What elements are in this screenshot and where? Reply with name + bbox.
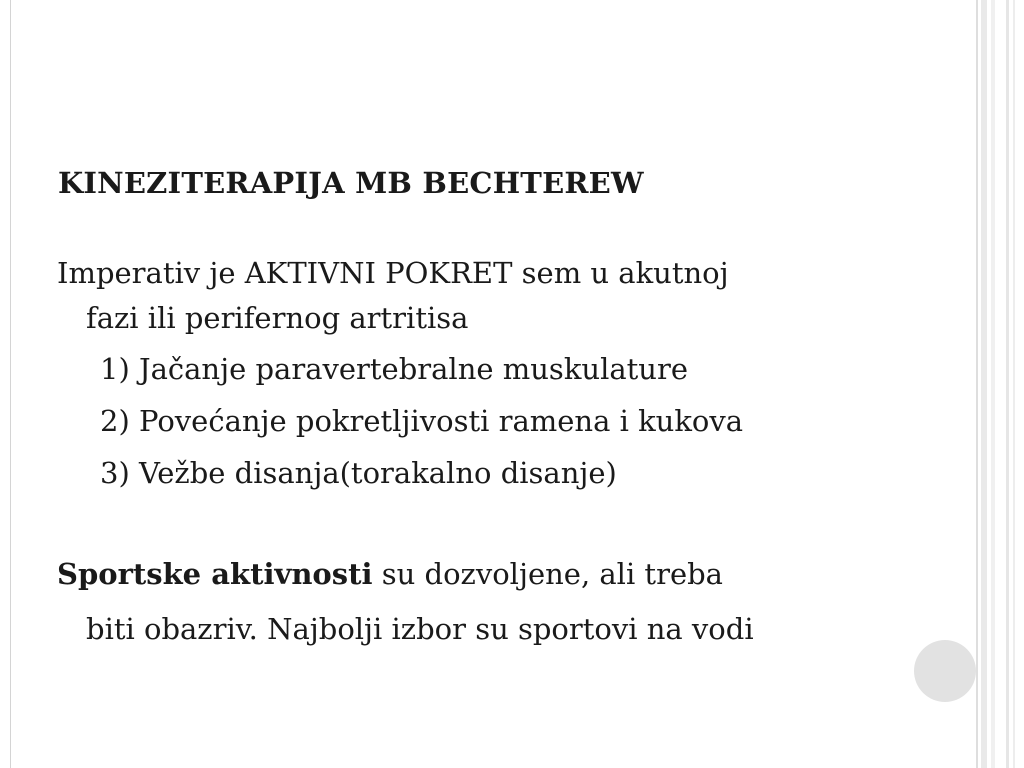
- decorative-circle: [914, 640, 976, 702]
- left-border-line: [10, 0, 11, 768]
- list-item: 2) Povećanje pokretljivosti ramena i kukova: [100, 404, 744, 438]
- list-item: 1) Jačanje paravertebralne muskulature: [100, 352, 688, 386]
- right-decor-stripe: [1013, 0, 1015, 768]
- sport-line-2: biti obazriv. Najbolji izbor su sportovi na vodi: [86, 612, 754, 646]
- right-decor-stripe: [976, 0, 978, 768]
- list-item: 3) Vežbe disanja(torakalno disanje): [100, 456, 617, 490]
- right-decor-stripe: [1006, 0, 1009, 768]
- slide-title: KINEZITERAPIJA MB BECHTEREW: [58, 166, 644, 200]
- intro-line-2: fazi ili perifernog artritisa: [86, 301, 469, 335]
- right-decor-stripe: [991, 0, 995, 768]
- right-decor-stripe: [981, 0, 987, 768]
- sport-rest-text: su dozvoljene, ali treba: [372, 557, 723, 591]
- sport-bold-text: Sportske aktivnosti: [57, 557, 373, 591]
- intro-line-1: Imperativ je AKTIVNI POKRET sem u akutnoj: [57, 256, 729, 290]
- sport-line-1: [57, 556, 723, 592]
